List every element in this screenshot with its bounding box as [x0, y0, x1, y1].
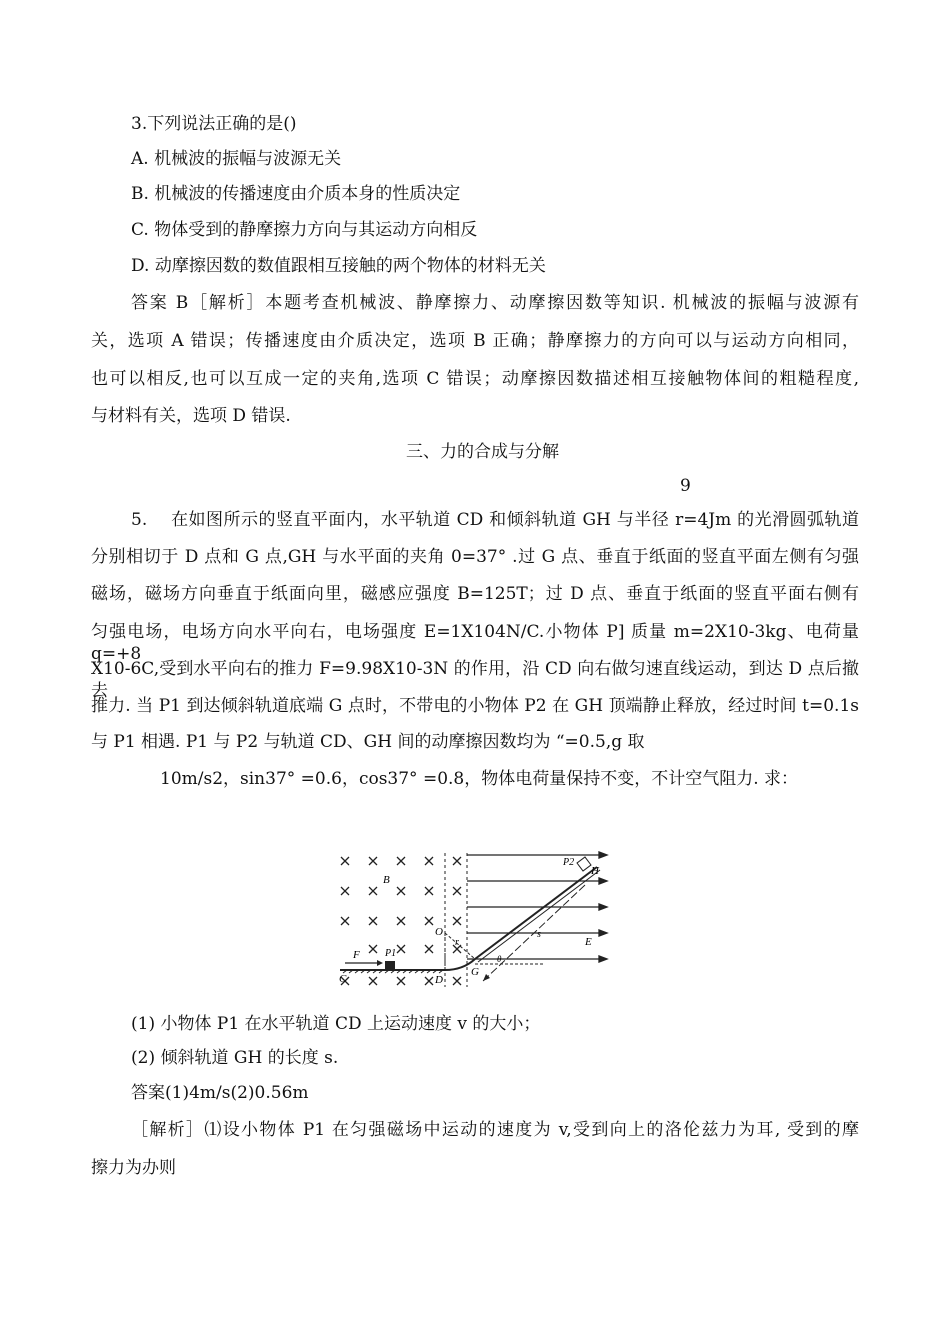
label-c: C	[339, 973, 347, 985]
q3-answer-line-3: 也可以相反,也可以互成一定的夹角,选项 C 错误；动摩擦因数描述相互接触物体间的粗糙程度,	[91, 369, 859, 389]
q3-answer-line-2: 关，选项 A 错误；传播速度由介质决定，选项 B 正确；静摩擦力的方向可以与运动方向相同，	[91, 331, 859, 351]
label-theta: θ	[497, 954, 502, 964]
label-b: B	[383, 874, 390, 886]
field-cross	[369, 945, 377, 953]
label-o: O	[435, 926, 443, 938]
physics-figure	[335, 845, 615, 990]
field-cross	[341, 887, 349, 895]
q3-stem: 3.下列说法正确的是()	[131, 114, 297, 134]
field-cross	[397, 945, 405, 953]
length-s-arrowhead	[483, 974, 490, 981]
field-cross	[341, 917, 349, 925]
magnetic-field-crosses	[341, 857, 461, 985]
p1-block	[385, 961, 395, 970]
electric-field-arrowhead	[599, 878, 607, 884]
field-cross	[397, 887, 405, 895]
force-f-arrowhead	[377, 960, 383, 966]
label-s: s	[537, 929, 541, 940]
field-cross	[425, 857, 433, 865]
q3-option-d: D. 动摩擦因数的数值跟相互接触的两个物体的材料无关	[131, 256, 546, 276]
label-r: r	[455, 937, 459, 948]
q3-answer-line-1: 答案 B［解析］本题考查机械波、静摩擦力、动摩擦因数等知识. 机械波的振幅与波源有	[131, 293, 859, 313]
electric-field-arrowhead	[599, 930, 607, 936]
label-h: H	[591, 865, 599, 877]
section-heading: 三、力的合成与分解	[406, 442, 559, 462]
q5-line-5: X10-6C,受到水平向右的推力 F=9.98X10-3N 的作用，沿 CD 向右做匀速直线运动，到达 D 点后撤去	[91, 659, 859, 701]
field-cross	[453, 887, 461, 895]
q3-option-b: B. 机械波的传播速度由介质本身的性质决定	[131, 184, 461, 204]
field-cross	[425, 917, 433, 925]
field-cross	[425, 945, 433, 953]
field-cross	[397, 917, 405, 925]
label-g: G	[471, 966, 479, 978]
field-cross	[369, 917, 377, 925]
q5-line-1: 5. 在如图所示的竖直平面内，水平轨道 CD 和倾斜轨道 GH 与半径 r=4Jm 的光滑圆弧轨道	[131, 510, 859, 530]
q5-answer: 答案(1)4m/s(2)0.56m	[131, 1083, 309, 1103]
q5-line-6: 推力. 当 P1 到达倾斜轨道底端 G 点时，不带电的小物体 P2 在 GH 顶端静止释放，经过时间 t=0.1s	[91, 696, 859, 716]
q3-answer-line-4: 与材料有关，选项 D 错误.	[91, 406, 291, 426]
incline-gh-inner	[478, 870, 600, 962]
electric-field-arrowhead	[599, 852, 607, 858]
field-cross	[369, 977, 377, 985]
field-cross	[425, 887, 433, 895]
field-cross	[369, 887, 377, 895]
p2-block	[577, 857, 591, 871]
q5-subquestion-2: (2) 倾斜轨道 GH 的长度 s.	[131, 1048, 339, 1068]
electric-field-arrowhead	[599, 956, 607, 962]
field-cross	[369, 857, 377, 865]
label-p1: P1	[385, 948, 397, 959]
field-cross	[453, 917, 461, 925]
field-cross	[341, 857, 349, 865]
q5-analysis-line-1: ［解析］⑴设小物体 P1 在匀强磁场中运动的速度为 v,受到向上的洛伦兹力为耳, 受到的摩	[131, 1120, 859, 1140]
q3-option-a: A. 机械波的振幅与波源无关	[131, 149, 342, 169]
field-cross	[397, 977, 405, 985]
q5-last-line: 10m/s2，sin37° =0.6，cos37° =0.8，物体电荷量保持不变，不计空气阻力. 求：	[160, 769, 799, 789]
q5-line-7: 与 P1 相遇. P1 与 P2 与轨道 CD、GH 间的动摩擦因数均为 “=0.5,g 取	[91, 732, 645, 752]
field-cross	[453, 977, 461, 985]
label-d: D	[435, 974, 443, 986]
label-f: F	[353, 949, 360, 961]
q5-analysis-line-2: 擦力为办则	[91, 1158, 176, 1178]
label-p2: P2	[563, 857, 575, 868]
field-cross	[397, 857, 405, 865]
section-number: 9	[680, 476, 691, 496]
field-cross	[453, 857, 461, 865]
q3-option-c: C. 物体受到的静摩擦力方向与其运动方向相反	[131, 220, 478, 240]
label-e: E	[585, 936, 592, 948]
q5-subquestion-1: (1) 小物体 P1 在水平轨道 CD 上运动速度 v 的大小；	[131, 1014, 541, 1034]
field-cross	[425, 977, 433, 985]
q5-line-3: 磁场，磁场方向垂直于纸面向里，磁感应强度 B=125T；过 D 点、垂直于纸面的竖直平面右侧有	[91, 584, 859, 604]
electric-field-arrowhead	[599, 904, 607, 910]
q5-line-2: 分别相切于 D 点和 G 点,GH 与水平面的夹角 0=37° .过 G 点、垂直于纸面的竖直平面左侧有匀强	[91, 547, 859, 567]
q5-line-4: 匀强电场，电场方向水平向右，电场强度 E=1X104N/C.小物体 P] 质量 m=2X10-3kg、电荷量 q=+8	[91, 622, 859, 664]
